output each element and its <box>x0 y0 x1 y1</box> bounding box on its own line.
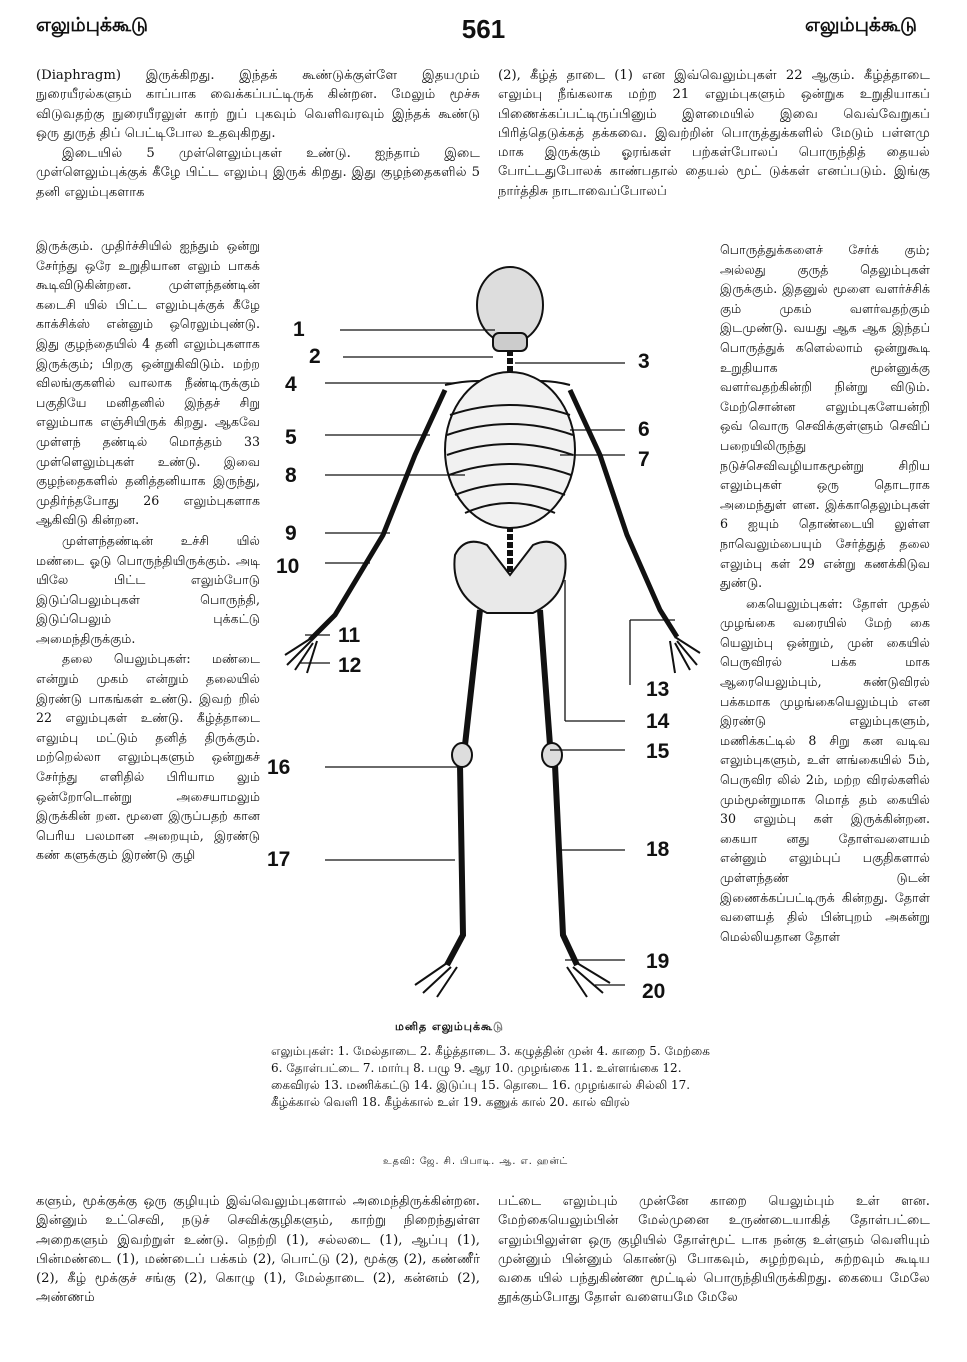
figure-label-6: 6 <box>638 418 650 441</box>
col1-narrow-text <box>36 236 260 866</box>
figure-label-4: 4 <box>285 373 297 396</box>
col1-bottom-text <box>36 1192 480 1309</box>
figure-label-20: 20 <box>642 980 666 1003</box>
figure-label-7: 7 <box>638 448 650 471</box>
figure-label-9: 9 <box>285 522 297 545</box>
figure-label-18: 18 <box>646 838 670 861</box>
figure-credit: உதவி: ஜே. சி. பிபாடி. ஆ. எ. ஹன்ட் <box>383 1156 569 1167</box>
figure-label-12: 12 <box>338 654 362 677</box>
figure-label-5: 5 <box>285 426 297 449</box>
figure-title: மனித எலும்புக்கூடு <box>395 1020 504 1033</box>
figure-label-10: 10 <box>276 555 300 578</box>
figure-label-14: 14 <box>646 710 670 733</box>
paragraph: பட்டை எலும்பும் முன்னே காறை யெலும்பும் உள் ளன. மேற்கையெலும்பின் மேல்முனை உருண்டையாகித் தோள்பட்டை எலும்பிலுள்ள ஒரு குழியில் தோள்மூட் டாக நன்கு உள்ளும் வெளியும் முன்னும் பின்னும் கொண்டு போகவும், சுழற்றவும், சுற்றவும் கூடிய வகை யில் பந்துகிண்ண மூட்டில் பொருந்தியிருக்கிறது. கையை மேலே தூக்கும்போது தோள் வளையமே மேலே <box>498 1194 930 1306</box>
page-number: 561 <box>461 14 506 44</box>
col2-top-text <box>498 66 930 202</box>
figure-label-3: 3 <box>638 350 650 373</box>
paragraph: கையெலும்புகள்: தோள் முதல் முழங்கை வரையில் மேற் கை யெலும்பு ஒன்றும், முன் கையில் பெருவிரல் பக்க மாக ஆரையெலும்பும், சுண்டுவிரல் பக்கமாக முழங்கையெலும்பும் என இரண்டு எலும்புகளும், மணிக்கட்டில் 8 சிறு கன வடிவ எலும்புகளும், உள் ளங்கையில் 5ம், பெருவிர லில் 2ம், மற்ற விரல்களில் மும்மூன்றுமாக மொத் தம் கையில் 30 எலும்பு கள் இருக்கின்றன. கையா னது தோள்வளையம் என்னும் எலும்புப் பகுதிகளால் முள்ளந்தண் டுடன் இணைக்கப்பட்டிருக் கின்றது. தோள் வளையத் தில் பின்புறம் அகன்று மெல்லியதான தோள் <box>720 595 930 944</box>
figure-label-2: 2 <box>309 345 321 368</box>
skull-shape <box>477 267 543 343</box>
col2-bottom-text <box>498 1192 930 1309</box>
paragraph: (2), கீழ்த் தாடை (1) என இவ்வெலும்புகள் 22 ஆகும். கீழ்த்தாடை எலும்பு நீங்கலாக மற்ற 21 எலும்புகளும் ஒன்றுக உறுதியாகப் பிணைக்கப்பட்டிருப்பினும் இளமையில் இவை வெவ்வேறுகப் பிரித்தெடுக்கத் தக்கவை. இவற்றின் பொருத்துக்களில் மேடும் பள்ளமு மாக இருக்கும் ஓரங்கள் பற்கள்போலப் பொருந்தித் தையல் போட்டதுபோலக் காண்பதால் தையல் மூட் டுக்கள் எனப்படும். இங்கு நார்த்திசு நாடாவைப்போலப் <box>498 68 930 199</box>
figure-label-16: 16 <box>267 756 291 779</box>
paragraph: களும், மூக்குக்கு ஒரு குழியும் இவ்வெலும்புகளால் அமைந்திருக்கின்றன. இன்னும் உட்செவி, நடுச் செவிக்குழிகளும், காற்று நிறைந்துள்ள அறைகளும் இவற்றுள் உண்டு. நெற்றி (1), சல்லடை (1), ஆப்பு (1), பின்மண்டை (1), மண்டைப் பக்கம் (2), பொட்டு (2), மூக்கு (2), கண்ணீர் (2), கீழ் மூக்குச் சங்கு (2), கொழு (1), மேல்தாடை (2), கன்னம் (2), அண்ணம் <box>36 1194 480 1306</box>
paragraph: முள்ளந்தண்டின் உச்சி யில் மண்டை ஓடு பொருந்தியிருக்கும். அடி யிலே பிட்ட எலும்போடு இடுப்பெலும்புகள் பொருந்தி, இடுப்பெலும் புக்கட்டு அமைந்திருக்கும். <box>36 532 260 646</box>
figure-label-19: 19 <box>646 950 670 973</box>
paragraph: பொருத்துக்களைச் சேர்க் கும்; அல்லது குருத் தெலும்புகள் இருக்கும். இதனுல் மூளை வளர்ச்சிக் கும் முகம் வளர்வதற்கும் இடமுண்டு. வயது ஆக ஆக இந்தப் பொருத்துக் களெல்லாம் ஒன்றுகூடி உறுதியாக மூன்னுக்கு வளர்வதற்கின்றி நின்று விடும். மேற்சொன்ன எலும்புகளேயன்றி ஒவ் வொரு செவிக்குள்ளும் செவிப் பறையிலிருந்து நடுச்செவிவழியாகமூன்று சிறிய எலும்புகள் ஒரு தொடராக அமைந்துள் ளன. இக்காதெலும்புகள் 6 ஐயும் தொண்டையி லுள்ள நாவெலும்பையும் சேர்த்துத் தலை எலும்பு கள் 29 என்று கணக்கிடுவ துண்டு. <box>720 242 930 591</box>
figure-label-15: 15 <box>646 740 670 763</box>
figure-label-1: 1 <box>293 318 305 341</box>
running-header-right: எலும்புக்கூடு <box>805 14 917 36</box>
figure-label-11: 11 <box>338 624 361 647</box>
paragraph: (Diaphragm) இருக்கிறது. இந்தக் கூண்டுக்குள்ளே இதயமும் நுரையீரல்களும் காப்பாக வைக்கப்பட்டிருக் கின்றன. மேலும் மூச்சு விடுவதற்கு நுரையீரலுள் காற் றுப் புகவும் வெளிவரவும் இந்தக் கூண்டு ஒரு துருத் திப் பெட்டிபோல உதவுகிறது. <box>36 68 480 141</box>
paragraph: தலை யெலும்புகள்: மண்டை என்றும் முகம் என்றும் தலையில் இரண்டு பாகங்கள் உண்டு. இவற் றில் 22 எலும்புகள் உண்டு. கீழ்த்தாடை எலும்பு மட்டும் தனித் திருக்கும். மற்றெல்லா எலும்புகளும் ஒன்றுகச் சேர்ந்து எளிதில் பிரியாம லும் ஒன்றோடொன்று அசையாமலும் இருக்கின் றன. மூளை இருப்பதற் கான பெரிய பலமான அறையும், இரண்டு கண் களுக்கும் இரண்டு குழி <box>36 651 260 863</box>
figure-label-13: 13 <box>646 678 670 701</box>
col1-top-text <box>36 66 480 203</box>
paragraph: இருக்கும். முதிர்ச்சியில் ஐந்தும் ஒன்று சேர்ந்து ஒரே உறுதியான எலும் பாகக் கூடிவிடுகின்றன. முள்ளந்தண்டின் கடைசி யில் பிட்ட எலும்புக்குக் கீழே காக்சிக்ஸ் என்னும் ஒரெலும்புண்டு. இது குழந்தையில் 4 தனி எலும்புகளாக இருக்கும்; பிறகு ஒன்றுகிவிடும். மற்ற விலங்குகளில் வாலாக நீண்டிருக்கும் பகுதியே மனிதனில் இந்தச் சிறு எலும்பாக எஞ்சியிருக் கிறது. ஆகவே முள்ளந் தண்டில் மொத்தம் 33 முள்ளெலும்புகள் உண்டு. இவை குழந்தைகளில் தனித்தனியாக இருந்து, முதிர்ந்தபோது 26 எலும்புகளாக ஆகிவிடு கின்றன. <box>36 238 260 528</box>
figure-label-17: 17 <box>267 848 291 871</box>
running-header-left: எலும்புக்கூடு <box>36 14 148 36</box>
paragraph: இடையில் 5 முள்ளெலும்புகள் உண்டு. ஐந்தாம் இடை முள்ளெலும்புக்குக் கீழே பிட்ட எலும்பு இருக் கிறது. இது குழந்தைகளில் 5 தனி எலும்புகளாக <box>36 146 480 200</box>
figure-caption: எலும்புகள்: 1. மேல்தாடை 2. கீழ்த்தாடை 3. கழுத்தின் முன் 4. காறை 5. மேற்கை 6. தோள்பட்டை 7. மார்பு 8. பழு 9. ஆர 10. முழங்கை 11. உள்ளங்கை 12. கைவிரல் 13. மணிக்கட்டு 14. இடுப்பு 15. தொடை 16. முழங்கால் சில்லி 17. கீழ்க்கால் வெளி 18. கீழ்க்கால் உள் 19. கணுக் கால் 20. கால் விரல் <box>271 1044 710 1109</box>
figure-label-8: 8 <box>285 464 297 487</box>
col2-narrow-text <box>720 240 930 947</box>
